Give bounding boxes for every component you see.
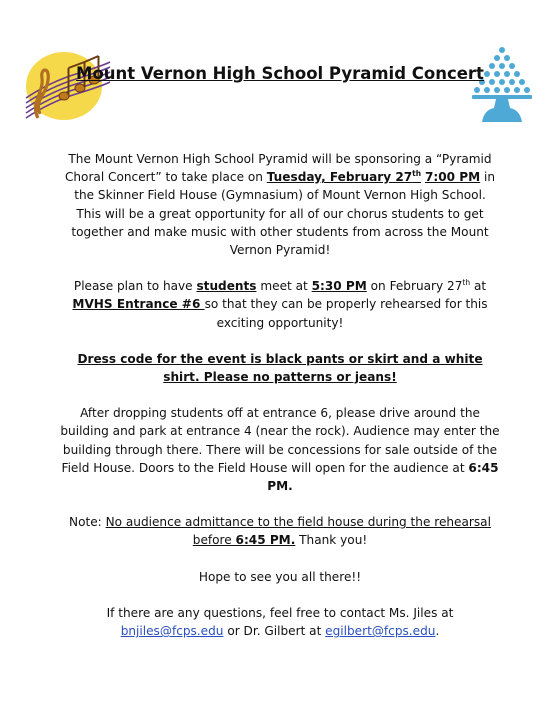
closing-paragraph: Hope to see you all there!!	[198, 569, 362, 584]
email-link-gilbert[interactable]: egilbert@fcps.edu	[325, 624, 436, 639]
concert-time: 7:00 PM	[424, 170, 481, 185]
music-notes-icon	[20, 44, 112, 124]
contact-paragraph: If there are any questions, feel free to contact Ms. Jiles at bnjiles@fcps.edu or Dr. Gilbert at egilbert@fcps.edu.	[106, 605, 454, 639]
intro-paragraph: The Mount Vernon High School Pyramid will be sponsoring a “Pyramid Choral Concert” to take place on Tuesday, February 27th 7:00 PM in the Skinner Field House (Gymnasium) of Mount Vernon High School. This will be a great opportunity for all of our chorus students to get together and make music with other students from across the Mount Vernon Pyramid!	[64, 152, 496, 258]
page-title: Mount Vernon High School Pyramid Concert	[76, 64, 484, 83]
flyer-body	[60, 150, 500, 658]
dress-code-paragraph: Dress code for the event is black pants or skirt and a white shirt. Please no patterns or jeans!	[77, 351, 483, 385]
parking-paragraph: After dropping students off at entrance 6, please drive around the building and park at entrance 4 (near the rock). Audience may enter the building through there. There will be concessions for sale outside of the Field House. Doors to the Field House will open for the audience at 6:45 PM.	[60, 406, 500, 494]
rehearsal-time: 5:30 PM	[311, 279, 367, 294]
concert-date: Tuesday, February 27th	[266, 169, 422, 185]
admittance-note: No audience admittance to the field house during the rehearsal before 6:45 PM.	[105, 515, 491, 548]
doors-open-time: 6:45 PM.	[267, 460, 499, 494]
rehearsal-paragraph: Please plan to have students meet at 5:30 PM on February 27th at MVHS Entrance #6 so that they can be properly rehearsed for this exciting opportunity!	[72, 278, 488, 330]
email-link-jiles[interactable]: bnjiles@fcps.edu	[120, 624, 224, 639]
students-emphasis: students	[196, 279, 257, 294]
pyramid-choir-icon	[470, 44, 534, 124]
note-paragraph: Note: No audience admittance to the field house during the rehearsal before 6:45 PM. Thank you!	[69, 515, 491, 548]
rehearsal-location: MVHS Entrance #6	[72, 297, 205, 312]
